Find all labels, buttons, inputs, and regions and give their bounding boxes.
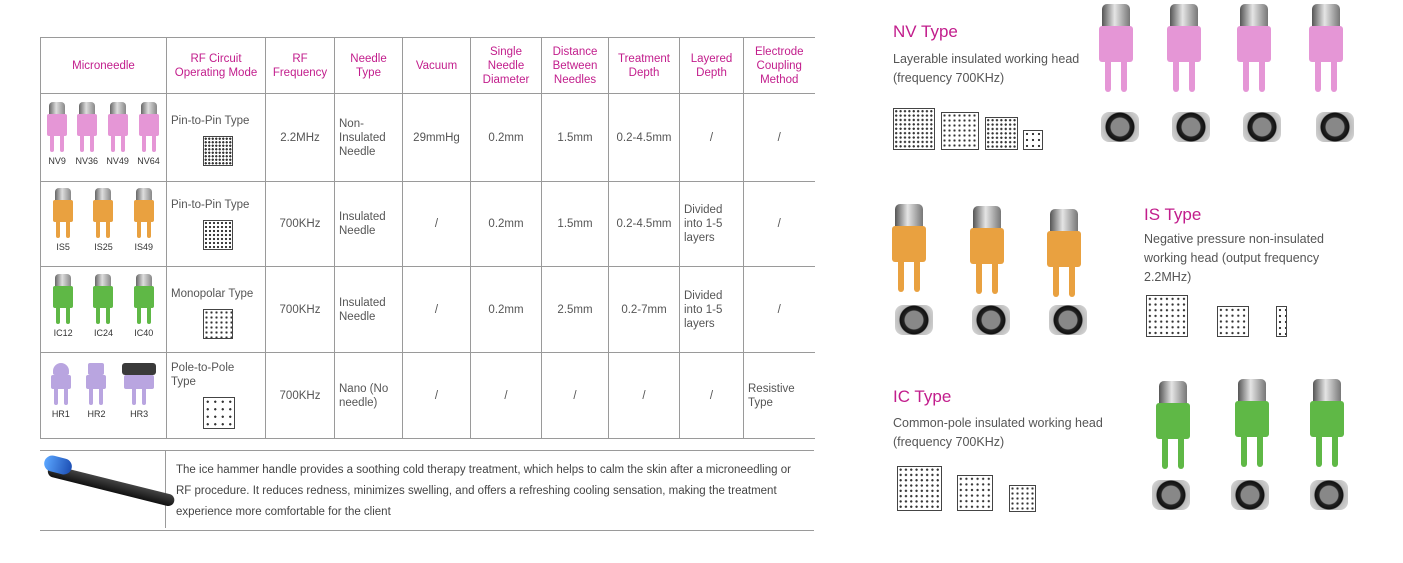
nv-type-desc: Layerable insulated working head (frequency 700KHz) bbox=[893, 52, 1080, 85]
vacuum-cell: 29mmHg bbox=[403, 94, 471, 182]
microneedle-cell bbox=[41, 267, 167, 353]
nv-head-icon bbox=[1237, 4, 1271, 92]
ic-head-icon bbox=[1235, 379, 1269, 467]
layered-cell: Divided into 1-5 layers bbox=[680, 182, 744, 267]
microneedle-label: IC24 bbox=[93, 327, 113, 338]
needle-cell: Non-Insulated Needle bbox=[335, 94, 403, 182]
vacuum-cell: / bbox=[403, 182, 471, 267]
coupling-cell: / bbox=[744, 267, 815, 353]
header-cell: Single Needle Diameter bbox=[471, 38, 542, 94]
is-pattern-icon bbox=[1146, 295, 1188, 337]
microneedle-label: HR3 bbox=[130, 408, 149, 419]
is-type-desc: Negative pressure non-insulated working head (output frequency 2.2MHz) bbox=[1144, 232, 1324, 284]
microneedle-item bbox=[137, 102, 160, 168]
dot-pattern-icon bbox=[203, 309, 233, 339]
is-head-icon bbox=[1047, 209, 1081, 297]
nv-tip-icon bbox=[1316, 112, 1354, 142]
ic-head-icon bbox=[1310, 379, 1344, 467]
nv-probe-icon bbox=[108, 102, 128, 152]
ic-pattern-icon bbox=[897, 466, 942, 511]
depth-cell: 0.2-4.5mm bbox=[609, 94, 680, 182]
header-cell: RF Circuit Operating Mode bbox=[167, 38, 266, 94]
table-header-row bbox=[41, 38, 815, 94]
ic-pattern-icon bbox=[957, 475, 993, 511]
microneedle-label: NV49 bbox=[106, 155, 129, 166]
ic-probe-icon bbox=[53, 274, 73, 324]
is-probe-icon bbox=[93, 188, 113, 238]
freq-cell: 2.2MHz bbox=[266, 94, 335, 182]
needle-cell: Insulated Needle bbox=[335, 182, 403, 267]
needle-cell: Nano (No needle) bbox=[335, 353, 403, 439]
ice-hammer-image bbox=[40, 451, 166, 528]
microneedle-item bbox=[134, 188, 154, 254]
nv-probe-icon bbox=[139, 102, 159, 152]
mode-cell bbox=[167, 182, 266, 267]
vacuum-cell: / bbox=[403, 353, 471, 439]
microneedle-cell bbox=[41, 182, 167, 267]
ic-probe-icon bbox=[93, 274, 113, 324]
mode-cell bbox=[167, 94, 266, 182]
mode-cell bbox=[167, 353, 266, 439]
microneedle-item bbox=[53, 274, 73, 340]
mode-text: Pin-to-Pin Type bbox=[171, 115, 250, 127]
freq-cell: 700KHz bbox=[266, 182, 335, 267]
ice-hammer-description: The ice hammer handle provides a soothing cold therapy treatment, which helps to calm the skin after a microneedling or RF procedure. It reduces redness, minimizes swelling, and offers a refreshing cooling sensation, making the treatment experience more comfortable for the client bbox=[176, 464, 791, 518]
microneedle-item bbox=[93, 274, 113, 340]
nv-pattern-icon bbox=[985, 117, 1018, 150]
microneedle-item bbox=[47, 102, 67, 168]
microneedle-label: IS49 bbox=[134, 242, 154, 252]
coupling-cell: / bbox=[744, 182, 815, 267]
freq-cell: 700KHz bbox=[266, 267, 335, 353]
is-tip-icon bbox=[1049, 305, 1087, 335]
hr-probe-icon bbox=[86, 363, 106, 405]
table-row bbox=[41, 267, 815, 353]
needle-cell: Insulated Needle bbox=[335, 267, 403, 353]
microneedle-item bbox=[122, 363, 156, 421]
mode-text: Monopolar Type bbox=[171, 288, 254, 300]
nv-probe-icon bbox=[47, 102, 67, 152]
ic-pattern-icon bbox=[1009, 485, 1036, 512]
ic-type-title: IC Type bbox=[893, 387, 952, 406]
is-type-title: IS Type bbox=[1144, 205, 1202, 224]
header-cell: Treatment Depth bbox=[609, 38, 680, 94]
layered-cell: / bbox=[680, 353, 744, 439]
vacuum-cell: / bbox=[403, 267, 471, 353]
nv-type-title: NV Type bbox=[893, 22, 958, 41]
ic-probe-icon bbox=[134, 274, 154, 324]
ic-tip-icon bbox=[1231, 480, 1269, 510]
microneedle-label: NV9 bbox=[48, 155, 66, 166]
header-cell: Electrode Coupling Method bbox=[744, 38, 815, 94]
nv-head-icon bbox=[1099, 4, 1133, 92]
is-tip-icon bbox=[895, 305, 933, 335]
ic-head-icon bbox=[1156, 381, 1190, 469]
header-cell: RF Frequency bbox=[266, 38, 335, 94]
diameter-cell: 0.2mm bbox=[471, 182, 542, 267]
dot-pattern-icon bbox=[203, 397, 235, 429]
microneedle-label: IS5 bbox=[56, 242, 70, 252]
nv-head-icon bbox=[1167, 4, 1201, 92]
depth-cell: 0.2-4.5mm bbox=[609, 182, 680, 267]
is-pattern-icon bbox=[1217, 306, 1249, 337]
freq-cell: 700KHz bbox=[266, 353, 335, 439]
distance-cell: 1.5mm bbox=[542, 94, 609, 182]
hr-probe-icon bbox=[122, 363, 156, 405]
header-cell: Needle Type bbox=[335, 38, 403, 94]
is-head-icon bbox=[892, 204, 926, 292]
distance-cell: / bbox=[542, 353, 609, 439]
diameter-cell: 0.2mm bbox=[471, 267, 542, 353]
nv-tip-icon bbox=[1172, 112, 1210, 142]
coupling-cell: Resistive Type bbox=[744, 353, 815, 439]
nv-pattern-icon bbox=[893, 108, 935, 150]
microneedle-label: IS25 bbox=[94, 242, 113, 252]
microneedle-label: HR1 bbox=[51, 408, 70, 419]
header-cell: Layered Depth bbox=[680, 38, 744, 94]
microneedle-cell bbox=[41, 353, 167, 439]
depth-cell: 0.2-7mm bbox=[609, 267, 680, 353]
dot-pattern-icon bbox=[203, 136, 233, 166]
microneedle-item bbox=[134, 274, 154, 340]
coupling-cell: / bbox=[744, 94, 815, 182]
depth-cell: / bbox=[609, 353, 680, 439]
table-row bbox=[41, 94, 815, 182]
is-pattern-icon bbox=[1276, 306, 1287, 337]
microneedle-item bbox=[106, 102, 129, 168]
mode-text: Pole-to-Pole Type bbox=[171, 362, 235, 388]
microneedle-item bbox=[76, 102, 99, 168]
dot-pattern-icon bbox=[203, 220, 233, 250]
mode-cell bbox=[167, 267, 266, 353]
ic-tip-icon bbox=[1310, 480, 1348, 510]
is-probe-icon bbox=[134, 188, 154, 238]
is-head-icon bbox=[970, 206, 1004, 294]
header-cell: Vacuum bbox=[403, 38, 471, 94]
is-tip-icon bbox=[972, 305, 1010, 335]
nv-tip-icon bbox=[1101, 112, 1139, 142]
microneedle-label: IC12 bbox=[53, 327, 73, 338]
microneedle-item bbox=[51, 363, 71, 421]
header-cell: Microneedle bbox=[41, 38, 167, 94]
table-row bbox=[41, 353, 815, 439]
ic-type-desc: Common-pole insulated working head (frequency 700KHz) bbox=[893, 416, 1103, 449]
layered-cell: / bbox=[680, 94, 744, 182]
mode-text: Pin-to-Pin Type bbox=[171, 199, 250, 211]
microneedle-label: IC40 bbox=[134, 327, 154, 338]
header-cell: Distance Between Needles bbox=[542, 38, 609, 94]
diameter-cell: 0.2mm bbox=[471, 94, 542, 182]
microneedle-item bbox=[53, 188, 73, 254]
nv-pattern-icon bbox=[1023, 130, 1043, 150]
microneedle-item bbox=[93, 188, 113, 254]
distance-cell: 2.5mm bbox=[542, 267, 609, 353]
hr-probe-icon bbox=[51, 363, 71, 405]
layered-cell: Divided into 1-5 layers bbox=[680, 267, 744, 353]
microneedle-label: HR2 bbox=[87, 408, 106, 419]
microneedle-item bbox=[86, 363, 106, 421]
spec-table bbox=[40, 37, 815, 439]
ic-tip-icon bbox=[1152, 480, 1190, 510]
microneedle-label: NV64 bbox=[137, 155, 160, 166]
is-probe-icon bbox=[53, 188, 73, 238]
distance-cell: 1.5mm bbox=[542, 182, 609, 267]
nv-probe-icon bbox=[77, 102, 97, 152]
microneedle-label: NV36 bbox=[75, 155, 99, 166]
table-row bbox=[41, 182, 815, 267]
nv-tip-icon bbox=[1243, 112, 1281, 142]
nv-pattern-icon bbox=[941, 112, 979, 150]
ice-hammer-section bbox=[40, 450, 814, 531]
nv-head-icon bbox=[1309, 4, 1343, 92]
microneedle-cell bbox=[41, 94, 167, 182]
diameter-cell: / bbox=[471, 353, 542, 439]
